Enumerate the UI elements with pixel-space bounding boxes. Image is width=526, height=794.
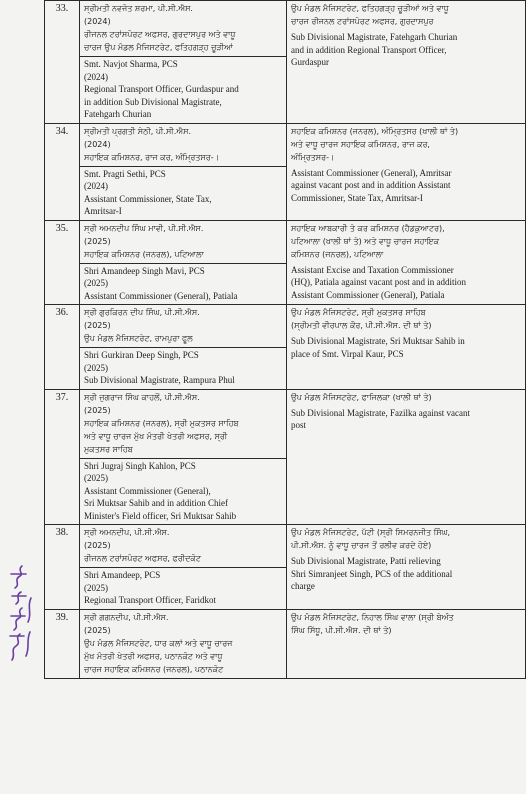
signature-stamp-graphic	[2, 556, 40, 666]
officer-cell	[80, 389, 287, 525]
officer-punjabi	[80, 390, 286, 458]
officer-english-line: Regional Transport Officer, Gurdaspur and	[84, 84, 239, 94]
posting-english-line: Sub Divisional Magistrate, Patti relieving	[291, 556, 441, 566]
posting-english-line: Sub Divisional Magistrate, Sri Muktsar Sahib in	[291, 336, 465, 346]
posting-punjabi-line: ਉਪ ਮੰਡਲ ਮੈਜਿਸਟਰੇਟ, ਫਤਿਹਗੜ੍ਹ ਚੂੜੀਆਂ ਅਤੇ ਵਾਧੂ	[291, 4, 449, 13]
posting-english	[287, 406, 525, 434]
officer-cell	[80, 525, 287, 610]
posting-english-line: Gurdaspur	[291, 57, 329, 67]
posting-english	[287, 334, 525, 362]
officer-punjabi-line: (2025)	[84, 541, 111, 550]
officer-english-line: Sri Muktsar Sahib and in addition Chief	[84, 498, 228, 508]
officer-punjabi	[80, 124, 286, 166]
posting-punjabi-line: ਅੰਮ੍ਰਿਤਸਰ-।	[291, 152, 335, 162]
posting-punjabi	[287, 610, 525, 639]
officer-english-line: Assistant Commissioner (General),	[84, 485, 211, 496]
officer-cell	[80, 609, 287, 678]
serial-number: 34.	[45, 123, 80, 220]
table-row	[45, 123, 526, 220]
officer-english-line: Shri Jugraj Singh Kahlon, PCS	[84, 460, 196, 471]
signature-stamp	[2, 556, 40, 666]
posting-cell	[287, 305, 526, 390]
officer-english-line: Assistant Commissioner (General), Patiala	[84, 290, 238, 301]
posting-punjabi	[287, 221, 525, 263]
officer-cell	[80, 220, 287, 305]
table-row	[45, 1, 526, 124]
officer-punjabi-line: ਸਹਾਇਕ ਕਮਿਸ਼ਨਰ, ਰਾਜ ਕਰ, ਅੰਮ੍ਰਿਤਸਰ-।	[84, 152, 220, 162]
posting-punjabi	[287, 1, 525, 30]
officer-punjabi	[80, 1, 286, 56]
serial-number: 38.	[45, 525, 80, 610]
serial-number: 37.	[45, 389, 80, 525]
officer-punjabi-line: ਸ੍ਰੀ ਅਮਨਦੀਪ, ਪੀ.ਸੀ.ਐਸ.	[84, 528, 170, 537]
officer-cell	[80, 1, 287, 124]
officer-english	[80, 166, 286, 220]
posting-punjabi-line: ਚਾਰਜ ਰੀਜਨਲ ਟਰਾਂਸਪੋਰਟ ਅਫਸਰ, ਗੁਰਦਾਸਪੁਰ	[291, 17, 434, 26]
officer-punjabi-line: ਸ੍ਰੀ ਗਗਨਦੀਪ, ਪੀ.ਸੀ.ਐਸ.	[84, 612, 169, 622]
officer-punjabi-line: ਸਹਾਇਕ ਕਮਿਸ਼ਨਰ (ਜਨਰਲ), ਪਟਿਆਲਾ	[84, 249, 204, 259]
officer-punjabi-line: ਸ੍ਰੀ ਅਮਨਦੀਪ ਸਿੰਘ ਮਾਵੀ, ਪੀ.ਸੀ.ਐਸ.	[84, 223, 204, 233]
posting-punjabi-line: ਅਤੇ ਵਾਧੂ ਚਾਰਜ ਸਹਾਇਕ ਕਮਿਸ਼ਨਰ, ਰਾਜ ਕਰ,	[291, 139, 430, 149]
officer-punjabi-line: (2025)	[84, 625, 111, 635]
posting-punjabi-line: ਸਹਾਇਕ ਆਬਕਾਰੀ ਤੇ ਕਰ ਕਮਿਸ਼ਨਰ (ਹੈਡਕੁਆਟਰ),	[291, 223, 445, 233]
officer-punjabi	[80, 221, 286, 263]
officer-punjabi-line: (2025)	[84, 236, 111, 246]
posting-cell	[287, 220, 526, 305]
table-row	[45, 305, 526, 390]
officer-punjabi-line: ਸ੍ਰੀਮਤੀ ਨਵਜੋਤ ਸ਼ਰਮਾ, ਪੀ.ਸੀ.ਐਸ.	[84, 4, 193, 13]
posting-english	[287, 263, 525, 304]
officer-english	[80, 567, 286, 609]
posting-english-line: Sub Divisional Magistrate, Fatehgarh Churian	[291, 32, 458, 42]
posting-english-line: Commissioner, State Tax, Amritsar-I	[291, 192, 423, 203]
posting-english-line: (HQ), Patiala against vacant post and in addition	[291, 277, 466, 287]
posting-english-line: post	[291, 420, 307, 430]
officer-english	[80, 56, 286, 123]
officer-cell	[80, 305, 287, 390]
officer-punjabi	[80, 305, 286, 347]
officer-punjabi-line: ਉਪ ਮੰਡਲ ਮੈਜਿਸਟਰੇਟ, ਧਾਰ ਕਲਾਂ ਅਤੇ ਵਾਧੂ ਚਾਰਜ	[84, 638, 233, 648]
posting-punjabi	[287, 390, 525, 406]
officer-punjabi-line: (2024)	[84, 17, 111, 26]
serial-number: 33.	[45, 1, 80, 124]
posting-english-line: Sub Divisional Magistrate, Fazilka against vacant	[291, 407, 470, 418]
serial-number: 35.	[45, 220, 80, 305]
posting-cell	[287, 525, 526, 610]
officer-punjabi-line: (2024)	[84, 139, 111, 149]
posting-punjabi-line: ਉਪ ਮੰਡਲ ਮੈਜਿਸਟਰੇਟ, ਪੱਟੀ (ਸ੍ਰੀ ਸਿਮਰਨਜੀਤ ਸਿੰਘ,	[291, 528, 451, 537]
table-row	[45, 389, 526, 525]
posting-cell	[287, 389, 526, 525]
posting-cell	[287, 1, 526, 124]
officer-english-line: (2025)	[84, 362, 108, 373]
serial-number: 39.	[45, 609, 80, 678]
table-body	[45, 1, 526, 679]
posting-english-line: charge	[291, 581, 315, 591]
officer-english-line: Assistant Commissioner, State Tax,	[84, 193, 212, 204]
posting-english	[287, 554, 525, 595]
officer-english-line: Sub Divisional Magistrate, Rampura Phul	[84, 375, 235, 385]
posting-english	[287, 166, 525, 207]
officer-english	[80, 263, 286, 305]
officer-english	[80, 347, 286, 389]
officer-punjabi-line: (2025)	[84, 321, 111, 330]
posting-cell	[287, 609, 526, 678]
posting-punjabi	[287, 124, 525, 166]
officer-english-line: Fatehgarh Churian	[84, 109, 152, 119]
officer-english-line: Shri Gurkiran Deep Singh, PCS	[84, 350, 199, 360]
officer-punjabi-line: ਉਪ ਮੰਡਲ ਮੈਜਿਸਟਰੇਟ, ਰਾਮਪੁਰਾ ਫੂਲ	[84, 334, 193, 343]
table-row	[45, 609, 526, 678]
officer-punjabi-line: ਸਹਾਇਕ ਕਮਿਸ਼ਨਰ (ਜਨਰਲ), ਸ੍ਰੀ ਮੁਕਤਸਰ ਸਾਹਿਬ	[84, 418, 239, 428]
posting-punjabi-line: ਕਮਿਸ਼ਨਰ (ਜਨਰਲ), ਪਟਿਆਲਾ	[291, 249, 384, 259]
transfer-orders-table	[44, 0, 526, 679]
officer-english	[80, 458, 286, 525]
officer-english-line: Shri Amandeep, PCS	[84, 570, 161, 580]
officer-english-line: (2025)	[84, 582, 108, 593]
officer-punjabi-line: ਰੀਜਨਲ ਟਰਾਂਸਪੋਰਟ ਅਫਸਰ, ਫਰੀਦਕੋਟ	[84, 554, 201, 563]
officer-english-line: Minister's Field officer, Sri Muktsar Sahib	[84, 510, 237, 521]
posting-english-line: place of Smt. Virpal Kaur, PCS	[291, 348, 404, 359]
officer-punjabi-line: ਮੁੱਖ ਮੰਤਰੀ ਖੇਤਰੀ ਅਫਸਰ, ਪਠਾਨਕੋਟ ਅਤੇ ਵਾਧੂ	[84, 651, 223, 661]
officer-punjabi-line: ਸ੍ਰੀਮਤੀ ਪ੍ਰਗਤੀ ਸੇਠੀ, ਪੀ.ਸੀ.ਐਸ.	[84, 126, 191, 136]
officer-english-line: (2025)	[84, 473, 108, 483]
posting-english-line: Assistant Commissioner (General), Amritsar	[291, 167, 452, 178]
posting-punjabi-line: ਉਪ ਮੰਡਲ ਮੈਜਿਸਟਰੇਟ, ਨਿਹਾਲ ਸਿੰਘ ਵਾਲਾ (ਸ੍ਰੀ ਬੇਅੰਤ	[291, 612, 454, 622]
officer-punjabi	[80, 610, 286, 678]
officer-english-line: in addition Sub Divisional Magistrate,	[84, 96, 222, 107]
posting-english	[287, 30, 525, 71]
officer-punjabi-line: (2025)	[84, 405, 111, 415]
table-row	[45, 220, 526, 305]
posting-punjabi-line: ਉਪ ਮੰਡਲ ਮੈਜਿਸਟਰੇਟ, ਸ੍ਰੀ ਮੁਕਤਸਰ ਸਾਹਿਬ	[291, 308, 426, 317]
officer-punjabi	[80, 525, 286, 567]
table-row	[45, 525, 526, 610]
officer-punjabi-line: ਰੀਜਨਲ ਟਰਾਂਸਪੋਰਟ ਅਫਸਰ, ਗੁਰਦਾਸਪੁਰ ਅਤੇ ਵਾਧੂ	[84, 30, 236, 39]
officer-english-line: Smt. Navjot Sharma, PCS	[84, 59, 178, 69]
posting-punjabi	[287, 525, 525, 554]
officer-english-line: Regional Transport Officer, Faridkot	[84, 595, 216, 605]
posting-punjabi-line: ਪਟਿਆਲਾ (ਖਾਲੀ ਥਾਂ ਤੇ) ਅਤੇ ਵਾਧੂ ਚਾਰਜ ਸਹਾਇਕ	[291, 236, 440, 246]
posting-punjabi-line: ਸਿੰਘ ਸਿੱਧੂ, ਪੀ.ਸੀ.ਐਸ. ਦੀ ਥਾਂ ਤੇ)	[291, 625, 392, 635]
posting-english-line: Shri Simranjeet Singh, PCS of the additional	[291, 568, 453, 579]
officer-punjabi-line: ਚਾਰਜ ਸਹਾਇਕ ਕਮਿਸ਼ਨਰ (ਜਨਰਲ), ਪਠਾਨਕੋਟ	[84, 664, 224, 674]
officer-english-line: Smt. Pragti Sethi, PCS	[84, 168, 166, 179]
officer-punjabi-line: ਸ੍ਰੀ ਜੁਗਰਾਜ ਸਿੰਘ ਕਾਹਲੋਂ, ਪੀ.ਸੀ.ਐਸ.	[84, 392, 200, 402]
officer-english-line: (2025)	[84, 278, 108, 288]
posting-english-line: against vacant post and in addition Assistant	[291, 180, 451, 190]
posting-english-line: Assistant Excise and Taxation Commissioner	[291, 264, 454, 275]
posting-cell	[287, 123, 526, 220]
posting-punjabi-line: ਉਪ ਮੰਡਲ ਮੈਜਿਸਟਰੇਟ, ਫਾਜਿਲਕਾ (ਖਾਲੀ ਥਾਂ ਤੇ)	[291, 392, 432, 402]
posting-punjabi-line: (ਸ੍ਰੀਮਤੀ ਵੀਰਪਾਲ ਕੌਰ, ਪੀ.ਸੀ.ਐਸ. ਦੀ ਥਾਂ ਤੇ)	[291, 321, 432, 330]
officer-english-line: (2024)	[84, 71, 108, 82]
posting-punjabi-line: ਸਹਾਇਕ ਕਮਿਸ਼ਨਰ (ਜਨਰਲ), ਅੰਮ੍ਰਿਤਸਰ (ਖਾਲੀ ਥਾਂ ਤੇ)	[291, 126, 459, 136]
posting-punjabi	[287, 305, 525, 334]
officer-punjabi-line: ਮੁਕਤਸਰ ਸਾਹਿਬ	[84, 444, 133, 454]
officer-english-line: (2024)	[84, 181, 108, 191]
posting-english-line: and in addition Regional Transport Officer,	[291, 44, 447, 55]
officer-english-line: Shri Amandeep Singh Mavi, PCS	[84, 265, 205, 276]
officer-english-line: Amritsar-I	[84, 206, 122, 216]
officer-cell	[80, 123, 287, 220]
officer-punjabi-line: ਅਤੇ ਵਾਧੂ ਚਾਰਜ ਮੁੱਖ ਮੰਤਰੀ ਖੇਤਰੀ ਅਫਸਰ, ਸ੍ਰੀ	[84, 431, 228, 441]
posting-english-line: Assistant Commissioner (General), Patiala	[291, 289, 445, 300]
officer-punjabi-line: ਚਾਰਜ ਉਪ ਮੰਡਲ ਮੈਜਿਸਟਰੇਟ, ਫਤਿਹਗੜ੍ਹ ਚੂੜੀਆਂ	[84, 43, 233, 52]
officer-punjabi-line: ਸ੍ਰੀ ਗੁਰਕਿਰਨ ਦੀਪ ਸਿੰਘ, ਪੀ.ਸੀ.ਐਸ.	[84, 308, 200, 317]
serial-number: 36.	[45, 305, 80, 390]
posting-punjabi-line: ਪੀ.ਸੀ.ਐਸ. ਨੂੰ ਵਾਧੂ ਚਾਰਜ ਤੋਂ ਰਲੀਵ ਕਰਦੇ ਹੋਏ)	[291, 541, 432, 550]
